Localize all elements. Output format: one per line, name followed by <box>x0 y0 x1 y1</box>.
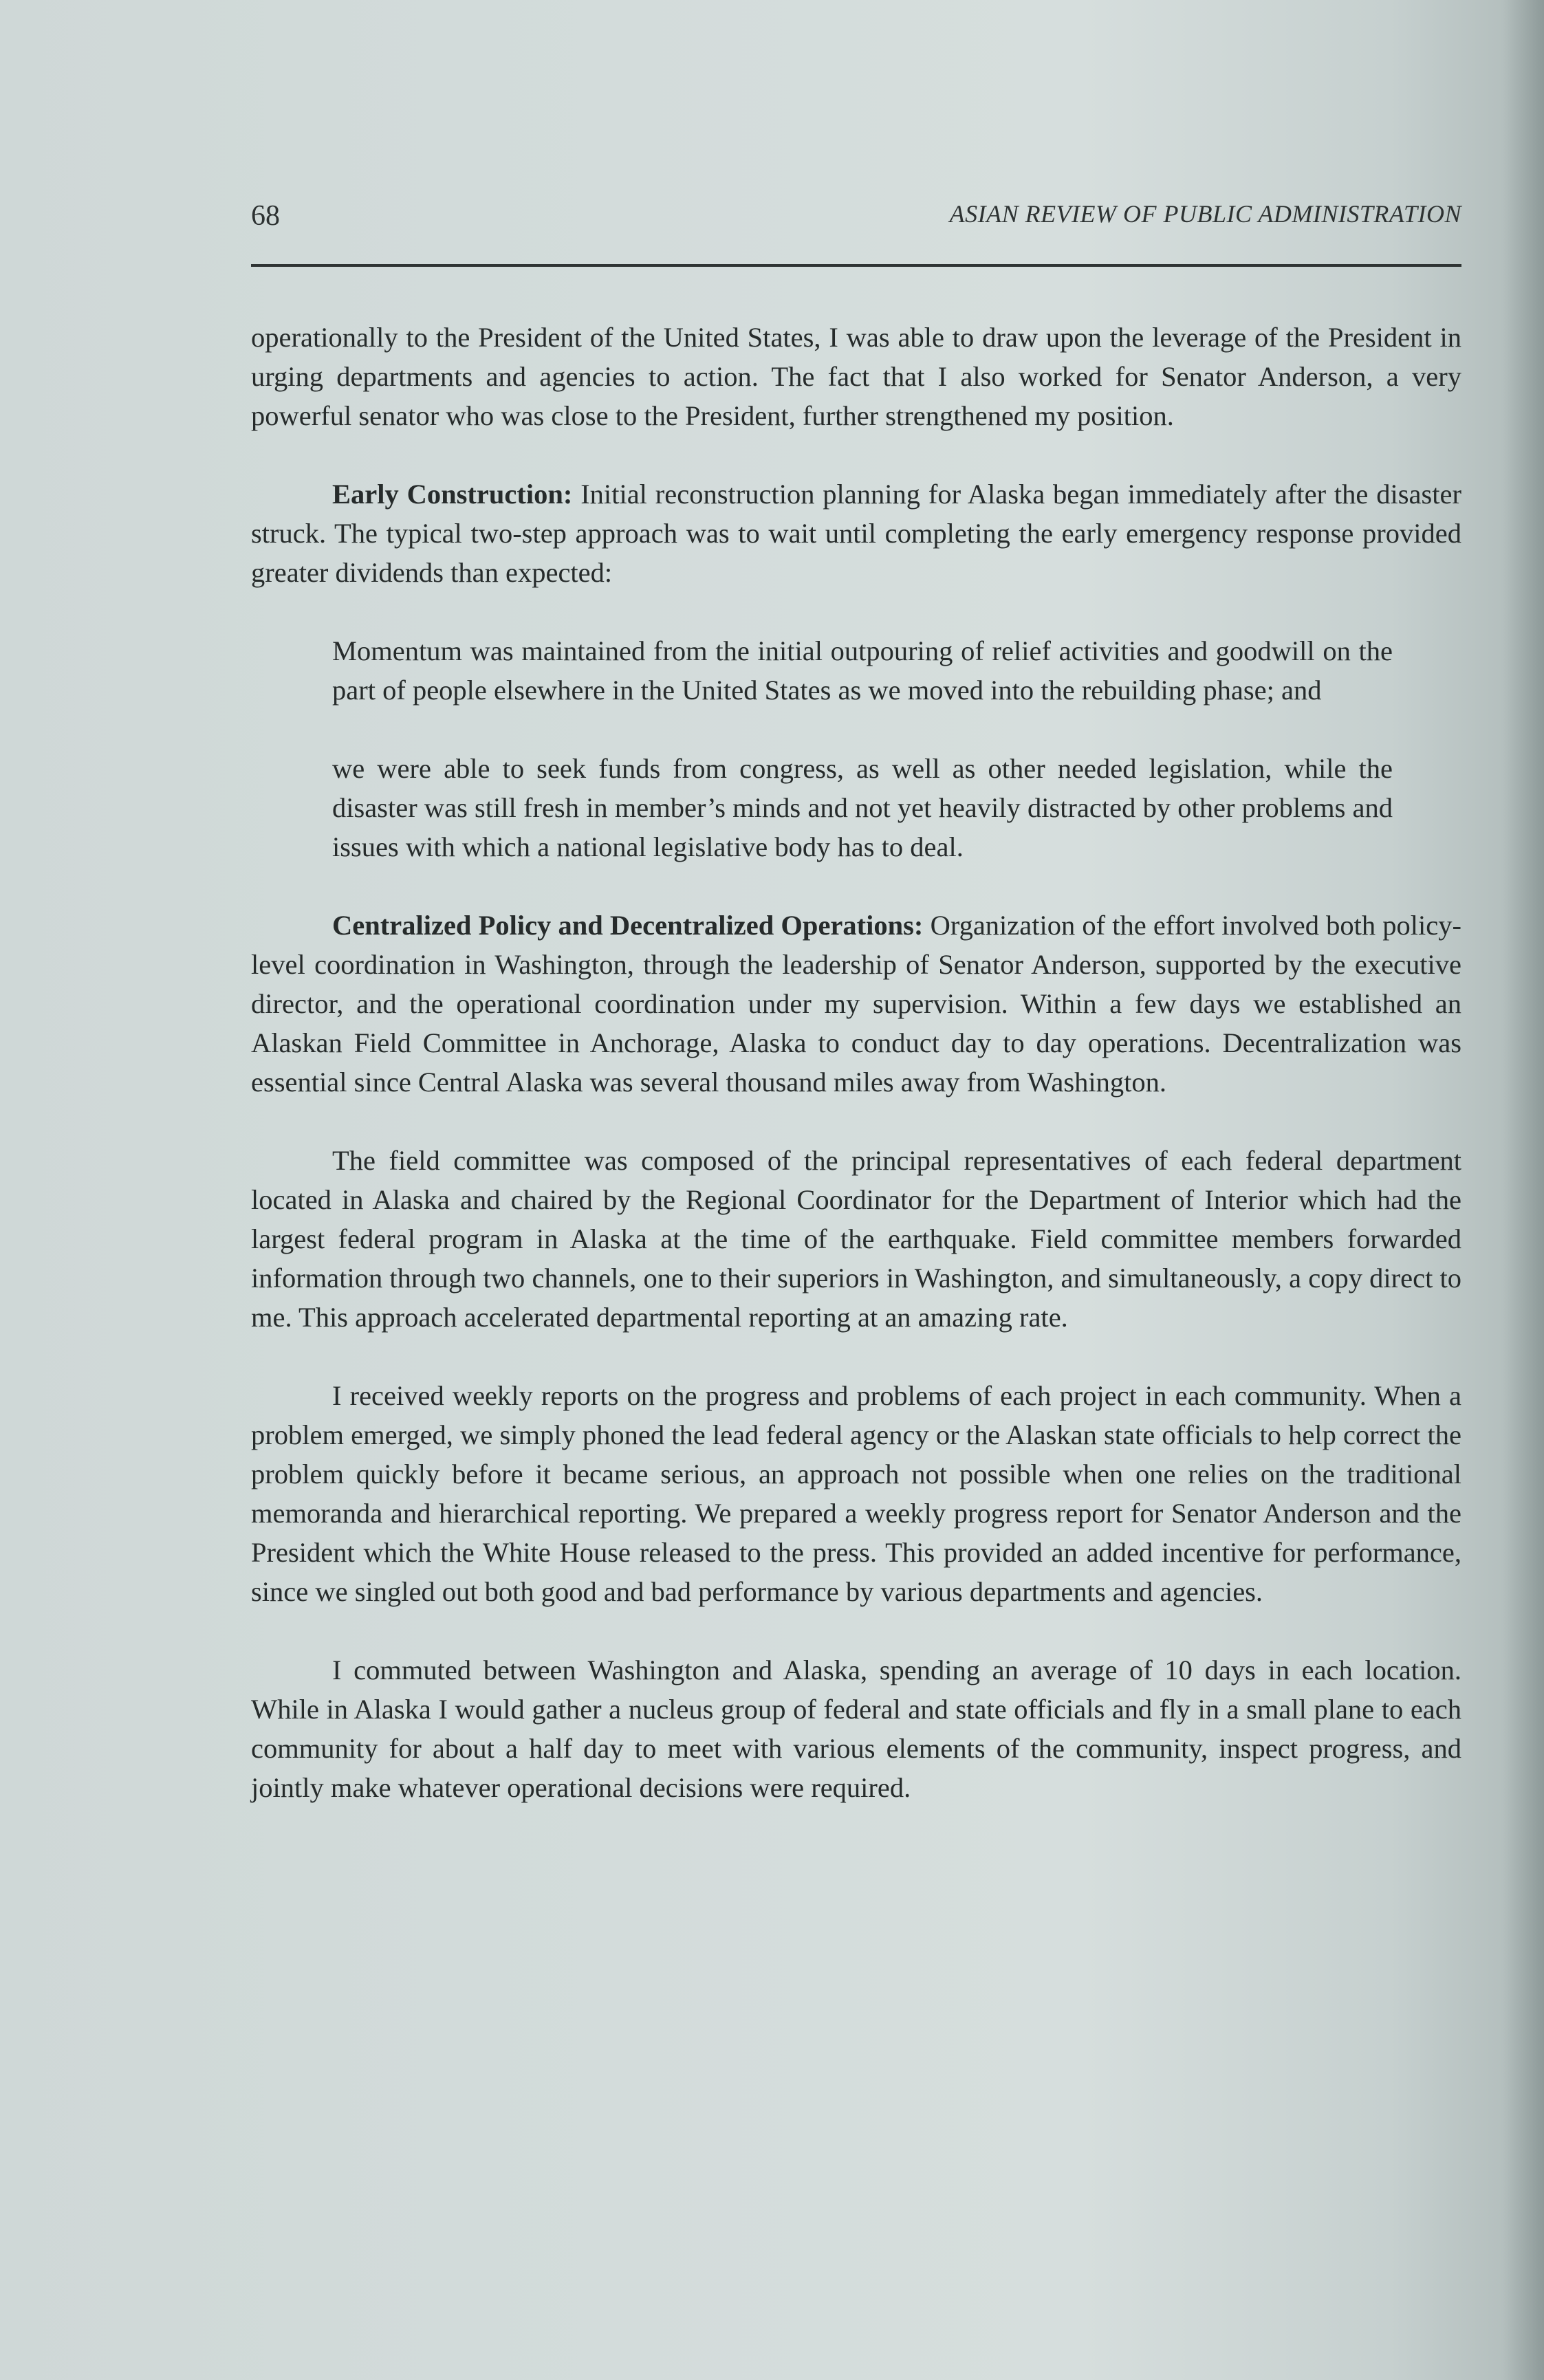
page-header <box>251 199 1461 241</box>
heading-centralized-policy: Centralized Policy and Decentralized Operations: <box>332 910 924 941</box>
paragraph-centralized-policy-text: Organization of the effort involved both policy-level coordination in Washington, through the leadership of Senator Anderson, supported by the executive director, and the operational coordination under my supervision. Within a few days we established an Alaskan Field Committee in Anchorage, Alaska to conduct day to day operations. Decentralization was essential since Central Alaska was several thousand miles away from Washington. <box>251 910 1461 1098</box>
header-rule <box>251 264 1461 267</box>
quote-1: Momentum was maintained from the initial outpouring of relief activities and goodwill on the part of people elsewhere in the United States as we moved into the rebuilding phase; and <box>332 635 1393 706</box>
body-text <box>251 318 1461 1807</box>
paragraph-weekly-reports: I received weekly reports on the progress and problems of each project in each community. When a problem emerged, we simply phoned the lead federal agency or the Alaskan state officials to help correct the problem quickly before it became serious, an approach not possible when one relies on the traditional memoranda and hierarchical reporting. We prepared a weekly progress report for Senator Anderson and the President which the White House released to the press. This provided an added incentive for performance, since we singled out both good and bad performance by various departments and agencies. <box>251 1380 1461 1607</box>
paragraph-early-construction-text: Initial reconstruction planning for Alaska began immediately after the disaster struck. The typical two-step approach was to wait until completing the early emergency response provided greater dividends than expected: <box>251 479 1461 588</box>
paragraph-field-committee: The field committee was composed of the principal representatives of each federal department located in Alaska and chaired by the Regional Coordinator for the Department of Interior which had the largest federal program in Alaska at the time of the earthquake. Field committee members forwarded information through two channels, one to their superiors in Washington, and simultaneously, a copy direct to me. This approach accelerated departmental reporting at an amazing rate. <box>251 1145 1461 1333</box>
quote-2: we were able to seek funds from congress, as well as other needed legislation, while the disaster was still fresh in member’s minds and not yet heavily distracted by other problems and issues with which a national legislative body has to deal. <box>332 753 1393 862</box>
running-head: ASIAN REVIEW OF PUBLIC ADMINISTRATION <box>949 200 1461 228</box>
page-edge-shadow <box>1503 0 1544 2380</box>
page-number: 68 <box>251 200 280 232</box>
paragraph-1: operationally to the President of the United States, I was able to draw upon the leverage of the President in urging departments and agencies to action. The fact that I also worked for Senator Anderson, a very powerful senator who was close to the President, further strengthened my position. <box>251 322 1461 431</box>
paragraph-centralized-policy <box>251 906 1461 1102</box>
paragraph-commuting: I commuted between Washington and Alaska, spending an average of 10 days in each location. While in Alaska I would gather a nucleus group of federal and state officials and fly in a small plane to each community for about a half day to meet with various elements of the community, inspect progress, and jointly make whatever operational decisions were required. <box>251 1655 1461 1803</box>
paragraph-early-construction <box>251 474 1461 592</box>
heading-early-construction: Early Construction: <box>332 479 573 510</box>
